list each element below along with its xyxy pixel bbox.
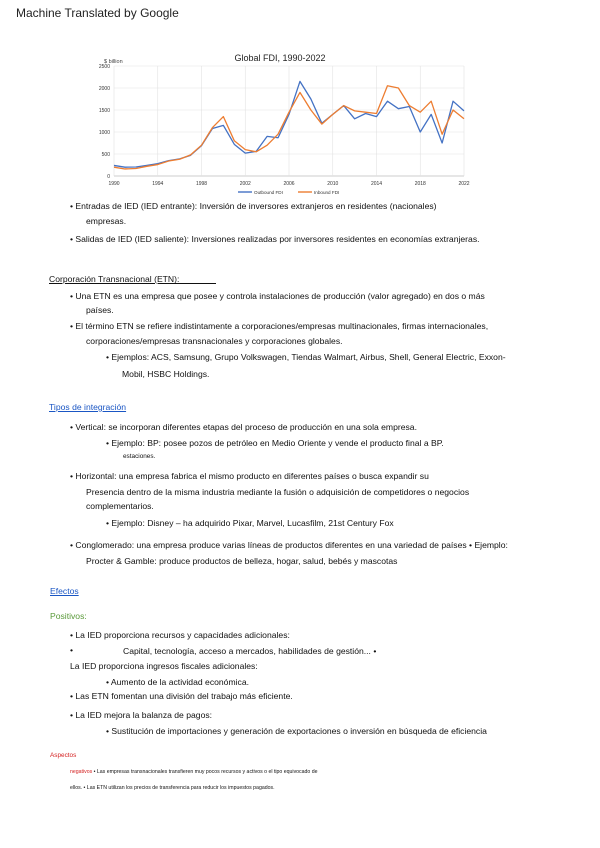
heading-underline: [172, 283, 216, 284]
positivo-2: Capital, tecnología, acceso a mercados, habilidades de gestión... •: [123, 646, 377, 656]
positivo-5: • Las ETN fomentan una división del trabajo más eficiente.: [70, 691, 293, 701]
negativos-label: negativos: [70, 769, 93, 775]
negativos-line1: [70, 769, 318, 775]
horizontal-line1: • Horizontal: una empresa fabrica el mismo producto en diferentes países o busca expandir su: [70, 471, 429, 481]
machine-translated-header: Machine Translated by Google: [16, 6, 179, 20]
y-tick-label: 0: [107, 174, 110, 180]
positivo-3: La IED proporciona ingresos fiscales adicionales:: [70, 661, 258, 671]
x-tick-label: 1998: [195, 181, 208, 187]
horizontal-line3: complementarios.: [86, 501, 154, 511]
vertical-example-cont: estaciones.: [123, 453, 156, 460]
positivos-label: Positivos:: [50, 611, 87, 621]
ied-saliente: • Salidas de IED (IED saliente): Inversiones realizadas por inversores residentes en economías extranjeras.: [70, 234, 480, 244]
etn-examples-line2: Mobil, HSBC Holdings.: [122, 369, 210, 379]
x-tick-label: 1990: [108, 181, 120, 187]
vertical-line1: • Vertical: se incorporan diferentes etapas del proceso de producción en una sola empresa.: [70, 422, 417, 432]
legend-label: Outbound FDI: [254, 190, 283, 195]
x-tick-label: 1994: [152, 181, 164, 187]
etn-bullet2-line1: • El término ETN se refiere indistintamente a corporaciones/empresas multinacionales, firmas internacionales,: [70, 321, 489, 331]
y-tick-label: 500: [101, 152, 110, 158]
y-tick-label: 1000: [98, 130, 110, 136]
x-tick-label: 2022: [458, 181, 470, 187]
heading-underline: [110, 411, 126, 412]
conglomerado-line2: Procter & Gamble: produce productos de belleza, hogar, salud, bebés y mascotas: [86, 556, 398, 566]
vertical-example: • Ejemplo: BP: posee pozos de petróleo en Medio Oriente y vende el producto final a BP.: [106, 438, 444, 448]
aspectos-label: Aspectos: [50, 752, 77, 759]
etn-bullet1-line1: • Una ETN es una empresa que posee y controla instalaciones de producción (valor agregado) en dos o más: [70, 291, 485, 301]
legend-label: Inbound FDI: [314, 190, 340, 195]
y-tick-label: 1500: [98, 108, 110, 114]
x-tick-label: 2010: [327, 181, 339, 187]
y-tick-label: 2000: [98, 86, 110, 92]
positivo-7: • Sustitución de importaciones y generación de exportaciones o inversión en búsqueda de eficiencia: [106, 726, 487, 736]
positivo-2-bullet: •: [70, 645, 74, 655]
negativos-text: • Las empresas transnacionales transfieren muy pocos recursos y activos o el tipo equivocado de: [92, 769, 318, 775]
x-tick-label: 2014: [370, 181, 383, 187]
efectos-heading[interactable]: Efectos: [50, 586, 79, 596]
negativos-line2: ellos. • Las ETN utilizan los precios de transferencia para reducir los impuestos pagados.: [70, 785, 275, 791]
positivo-6: • La IED mejora la balanza de pagos:: [70, 710, 213, 720]
ied-entrante-line2: empresas.: [86, 216, 127, 226]
x-tick-label: 2018: [414, 181, 426, 187]
etn-heading: Corporación Transnacional (ETN):: [49, 274, 180, 284]
conglomerado-line1: • Conglomerado: una empresa produce varias líneas de productos diferentes en una variedad de países • Ejemplo:: [70, 540, 508, 550]
horizontal-example: • Ejemplo: Disney – ha adquirido Pixar, Marvel, Lucasfilm, 21st Century Fox: [106, 518, 394, 528]
positivo-4: • Aumento de la actividad económica.: [106, 677, 249, 687]
horizontal-line2: Presencia dentro de la misma industria mediante la fusión o adquisición de competidores o negocios: [86, 487, 470, 497]
etn-bullet2-line2: corporaciones/empresas transnacionales y corporaciones globales.: [86, 336, 343, 346]
fdi-line-chart: [88, 50, 478, 200]
y-tick-label: 2500: [98, 64, 110, 70]
chart-ylabel: $ billion: [104, 59, 123, 65]
chart-title: Global FDI, 1990-2022: [234, 53, 326, 63]
positivo-1: • La IED proporciona recursos y capacidades adicionales:: [70, 630, 290, 640]
etn-examples-line1: • Ejemplos: ACS, Samsung, Grupo Volkswagen, Tiendas Walmart, Airbus, Shell, General Electric, Exxon-: [106, 352, 506, 362]
x-tick-label: 2006: [283, 181, 295, 187]
tipos-heading[interactable]: Tipos de integración: [49, 402, 127, 412]
ied-entrante-line1: • Entradas de IED (IED entrante): Inversión de inversores extranjeros en residentes (nacionales): [70, 201, 437, 211]
etn-bullet1-line2: países.: [86, 305, 114, 315]
x-tick-label: 2002: [239, 181, 251, 187]
